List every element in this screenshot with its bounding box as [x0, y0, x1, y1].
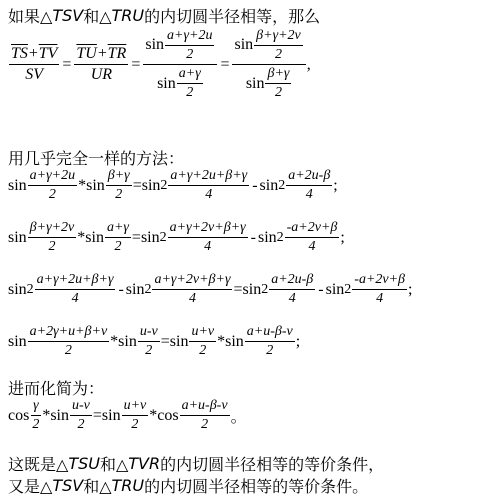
plus: + — [96, 44, 108, 62]
denominator: 2 — [131, 417, 139, 433]
denominator: 4 — [205, 187, 213, 203]
sin-label: sin — [8, 176, 27, 194]
fraction-sine-ratio-1 — [143, 28, 217, 101]
fraction — [254, 28, 303, 63]
exponent: 2 — [278, 177, 286, 193]
minus: - — [250, 228, 256, 246]
fraction — [106, 168, 132, 203]
sin-label: sin — [86, 176, 105, 194]
minus: - — [118, 280, 124, 298]
line-conclusion-2 — [8, 474, 368, 497]
line-simplify: 进而化简为： — [8, 379, 105, 398]
denominator: 2 — [266, 343, 274, 359]
denominator: 2 — [48, 187, 56, 203]
sin-label: sin — [325, 280, 345, 298]
fraction — [168, 220, 248, 255]
numerator: u+v — [122, 398, 149, 416]
segment-ts: $\overline{TS}$ — [11, 44, 28, 62]
denominator: 2 — [274, 85, 282, 101]
numerator: a+2u-β — [286, 168, 332, 186]
fraction — [28, 220, 77, 255]
text-and: 和△ — [83, 7, 112, 26]
equation-4 — [8, 324, 300, 359]
denominator: 4 — [376, 291, 384, 307]
exponent: 2 — [159, 229, 167, 245]
text-suffix: 的内切圆半径相等的等价条件， — [160, 455, 385, 474]
fraction — [165, 28, 214, 63]
fraction — [180, 398, 230, 433]
sin-label: sin — [169, 332, 189, 350]
numerator: a+γ+2u+β+γ — [168, 168, 249, 186]
numerator: a+γ — [105, 220, 131, 238]
plus: + — [27, 44, 39, 62]
denominator: 2 — [114, 239, 122, 255]
triangle-tvr: TVR — [128, 454, 161, 473]
triangle-tru: TRU — [111, 476, 145, 495]
sin-label: sin — [125, 280, 145, 298]
exponent: 2 — [276, 229, 284, 245]
equation-ratio — [8, 28, 311, 101]
exponent: 2 — [160, 177, 168, 193]
denominator: 4 — [71, 291, 79, 307]
fraction — [122, 398, 149, 433]
sin-label: sin — [259, 176, 279, 194]
fraction-sine-ratio-2 — [232, 28, 305, 101]
sin-label: sin — [85, 228, 104, 246]
triangle-tsv: TSV — [52, 6, 84, 25]
cos-label: cos — [157, 406, 179, 424]
denominator-ur: UR — [90, 66, 113, 84]
fraction-ts-tv — [9, 45, 59, 85]
equals: = — [233, 280, 243, 298]
sin-label: sin — [141, 176, 161, 194]
fraction — [70, 398, 92, 433]
numerator: a+u-β-v — [245, 324, 295, 342]
fraction — [105, 220, 131, 255]
numerator: a+γ+2v+β+γ — [152, 272, 232, 290]
sin-label: sin — [8, 228, 27, 246]
fraction — [30, 398, 41, 433]
text-prefix: 如果△ — [8, 7, 53, 26]
fraction — [35, 272, 116, 307]
fraction — [28, 324, 110, 359]
numerator: -a+2v+β — [285, 220, 340, 238]
equation-5 — [8, 398, 247, 433]
fraction-tu-tr — [74, 45, 128, 85]
denominator: 4 — [204, 239, 212, 255]
sin-label: sin — [234, 36, 254, 54]
denominator: 2 — [199, 343, 207, 359]
times: * — [42, 406, 51, 424]
sin-label: sin — [245, 74, 265, 92]
denominator: 2 — [48, 239, 56, 255]
sin-label: sin — [8, 332, 27, 350]
exponent: 2 — [261, 281, 269, 297]
denominator: 2 — [115, 187, 123, 203]
times: * — [110, 332, 119, 350]
exponent: 2 — [144, 281, 152, 297]
minus: - — [252, 176, 258, 194]
sin-label: sin — [50, 406, 69, 424]
numerator: a+2γ+u+β+v — [28, 324, 110, 342]
segment-tu: $\overline{TU}$ — [76, 44, 97, 62]
equals: = — [92, 406, 102, 424]
triangle-tsu: TSU — [68, 454, 100, 473]
numerator: u+v — [189, 324, 216, 342]
numerator: β+γ — [265, 66, 291, 84]
times: * — [78, 176, 87, 194]
fraction — [265, 66, 291, 101]
fraction — [138, 324, 160, 359]
equals: = — [160, 332, 170, 350]
equals: = — [131, 55, 141, 73]
numerator: a+γ+2v+β+γ — [168, 220, 248, 238]
sin-label: sin — [257, 228, 277, 246]
text-and: 和△ — [83, 477, 112, 496]
semicolon: ; — [408, 280, 413, 298]
numerator: u-v — [70, 398, 92, 416]
sin-label: sin — [140, 228, 160, 246]
numerator: β+γ+2v — [254, 28, 303, 46]
fraction — [269, 272, 315, 307]
numerator: a+γ+2u+β+γ — [35, 272, 116, 290]
denominator: 2 — [201, 417, 209, 433]
numerator: a+γ — [177, 66, 203, 84]
exponent: 2 — [344, 281, 352, 297]
text-prefix: 又是△ — [8, 477, 53, 496]
segment-tv: $\overline{TV}$ — [38, 44, 58, 62]
sin-label: sin — [225, 332, 244, 350]
numerator: a+u-β-v — [180, 398, 230, 416]
denominator: 4 — [308, 239, 316, 255]
fraction — [245, 324, 295, 359]
times: * — [149, 406, 158, 424]
denominator: 2 — [145, 343, 153, 359]
fraction — [286, 168, 332, 203]
fraction — [189, 324, 216, 359]
times: * — [77, 228, 86, 246]
times: * — [217, 332, 226, 350]
text-suffix: 的内切圆半径相等，那么 — [144, 7, 321, 26]
semicolon: ; — [333, 176, 338, 194]
sin-label: sin — [145, 36, 165, 54]
equals: = — [132, 176, 142, 194]
numerator: a+2u-β — [269, 272, 315, 290]
fraction — [352, 272, 407, 307]
denominator: 4 — [188, 291, 196, 307]
text-and: 和△ — [99, 455, 129, 474]
triangle-tsv: TSV — [52, 476, 84, 495]
cos-label: cos — [8, 406, 30, 424]
denominator: 2 — [186, 47, 194, 63]
denominator: 4 — [288, 291, 296, 307]
fraction — [177, 66, 203, 101]
equation-2 — [8, 220, 345, 255]
numerator: a+γ+2u — [165, 28, 214, 46]
denominator: 2 — [32, 417, 40, 433]
denominator: 2 — [64, 343, 72, 359]
fraction — [28, 168, 77, 203]
sin-label: sin — [101, 406, 121, 424]
sin-label: sin — [8, 280, 27, 298]
fraction — [152, 272, 232, 307]
numerator: a+γ+2u — [28, 168, 77, 186]
equals: = — [220, 55, 230, 73]
numerator: γ — [31, 398, 41, 416]
denominator: 4 — [305, 187, 313, 203]
denominator: 2 — [186, 85, 194, 101]
fraction — [285, 220, 340, 255]
line-method: 用几乎完全一样的方法： — [8, 149, 185, 168]
period: 。 — [230, 409, 247, 427]
sin-label: sin — [118, 332, 137, 350]
comma: , — [306, 55, 311, 73]
denominator: 2 — [274, 47, 282, 63]
text-suffix: 的内切圆半径相等的等价条件。 — [144, 477, 369, 496]
line-conclusion-1 — [8, 452, 384, 475]
numerator: β+γ — [106, 168, 132, 186]
segment-tr: $\overline{TR}$ — [107, 44, 127, 62]
line-1 — [8, 4, 320, 27]
minus: - — [318, 280, 324, 298]
denominator-sv: SV — [25, 66, 44, 84]
sin-label: sin — [157, 74, 176, 92]
equals: = — [62, 55, 72, 73]
equation-3 — [8, 272, 412, 307]
triangle-tru: TRU — [111, 6, 145, 25]
text-prefix: 这既是△ — [8, 455, 69, 474]
fraction — [168, 168, 249, 203]
equals: = — [131, 228, 141, 246]
semicolon: ; — [340, 228, 345, 246]
semicolon: ; — [295, 332, 301, 350]
numerator: u-v — [138, 324, 160, 342]
equation-1 — [8, 168, 338, 203]
sin-label: sin — [242, 280, 262, 298]
numerator: β+γ+2v — [28, 220, 77, 238]
numerator: -a+2v+β — [352, 272, 407, 290]
denominator: 2 — [77, 417, 85, 433]
exponent: 2 — [26, 281, 34, 297]
